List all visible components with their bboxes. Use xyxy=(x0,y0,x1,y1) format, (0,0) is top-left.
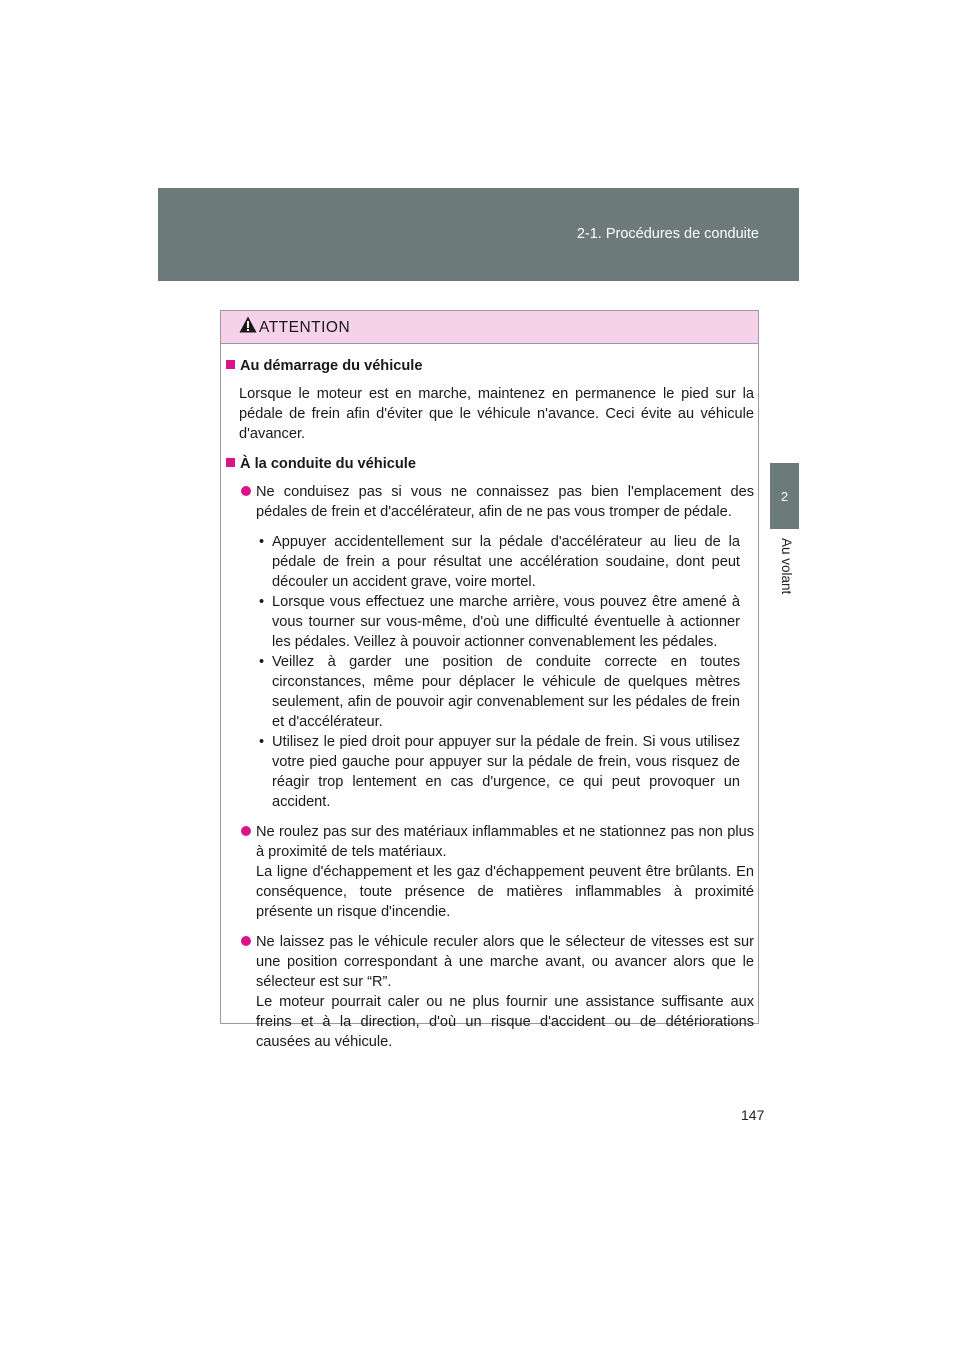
sub-item xyxy=(259,732,740,812)
square-bullet-icon xyxy=(226,360,235,369)
sub-list xyxy=(259,532,740,812)
section-heading xyxy=(226,454,754,474)
page-number: 147 xyxy=(741,1107,765,1123)
bullet-text: Ne roulez pas sur des matériaux inflammables et ne stationnez pas non plus à proximité de tels matériaux. xyxy=(256,824,754,860)
section-heading xyxy=(226,356,754,376)
bullet-item xyxy=(241,822,754,922)
bullet-text: Ne laissez pas le véhicule reculer alors que le sélecteur de vitesses est sur une position correspondant à une marche avant, ou avancer alors que le sélecteur est sur “R”. xyxy=(256,934,754,990)
sub-bullet-marker: • xyxy=(259,534,265,550)
sub-item-text: Appuyer accidentellement sur la pédale d'accélérateur au lieu de la pédale de frein a pour résultat une accélération soudaine, dont peut découler un accident grave, voire mortel. xyxy=(272,534,740,590)
section-title: 2-1. Procédures de conduite xyxy=(576,226,759,242)
bullet-text-continued: Le moteur pourrait caler ou ne plus fournir une assistance suffisante aux freins et à la direction, d'où un risque d'accident ou de détériorations causées au véhicule. xyxy=(256,994,754,1050)
round-bullet-icon xyxy=(241,936,251,946)
square-bullet-icon xyxy=(226,458,235,467)
sub-bullet-marker: • xyxy=(259,654,265,670)
sub-item-text: Utilisez le pied droit pour appuyer sur la pédale de frein. Si vous utilisez votre pied gauche pour appuyer sur la pédale de frein, vous risquez de réagir trop lentement en cas d'urgence, ce qui peut provoquer un accident. xyxy=(272,734,740,810)
sub-item xyxy=(259,652,740,732)
sub-bullet-marker: • xyxy=(259,594,265,610)
chapter-number: 2 xyxy=(780,489,789,504)
bullet-text: Ne conduisez pas si vous ne connaissez pas bien l'emplacement des pédales de frein et d'accélérateur, afin de ne pas vous tromper de pédale. xyxy=(256,484,754,520)
sub-item xyxy=(259,592,740,652)
round-bullet-icon xyxy=(241,826,251,836)
warning-body xyxy=(221,344,758,1052)
header-band xyxy=(158,188,799,281)
sub-item-text: Lorsque vous effectuez une marche arrière, vous pouvez être amené à vous tourner sur vous-même, d'où une difficulté éventuelle à actionner les pédales. Veillez à pouvoir actionner convenablement les pédales. xyxy=(272,594,740,650)
bullet-item xyxy=(241,932,754,1052)
warning-box xyxy=(220,310,759,1050)
round-bullet-icon xyxy=(241,486,251,496)
sub-bullet-marker: • xyxy=(259,734,265,750)
chapter-tab xyxy=(770,463,799,529)
section-paragraph: Lorsque le moteur est en marche, maintenez en permanence le pied sur la pédale de frein afin d'éviter que le véhicule n'avance. Ceci évite au véhicule d'avancer. xyxy=(239,386,754,442)
section-heading-text: À la conduite du véhicule xyxy=(240,456,416,472)
bullet-item xyxy=(241,482,754,522)
bullet-text-continued: La ligne d'échappement et les gaz d'échappement peuvent être brûlants. En conséquence, toute présence de matières inflammables à proximité présente un risque d'incendie. xyxy=(256,864,754,920)
sub-item-text: Veillez à garder une position de conduite correcte en toutes circonstances, même pour déplacer le véhicule de quelques mètres seulement, afin de pouvoir agir convenablement sur les pédales de frein et d'accélérateur. xyxy=(272,654,740,730)
warning-header xyxy=(221,311,758,344)
bullet-text-block xyxy=(256,822,754,922)
warning-triangle-icon xyxy=(239,316,257,333)
bullet-text-block xyxy=(256,932,754,1052)
sub-item xyxy=(259,532,740,592)
section-heading-text: Au démarrage du véhicule xyxy=(240,358,423,374)
chapter-label: Au volant xyxy=(779,538,794,595)
warning-title: ATTENTION xyxy=(259,319,351,336)
